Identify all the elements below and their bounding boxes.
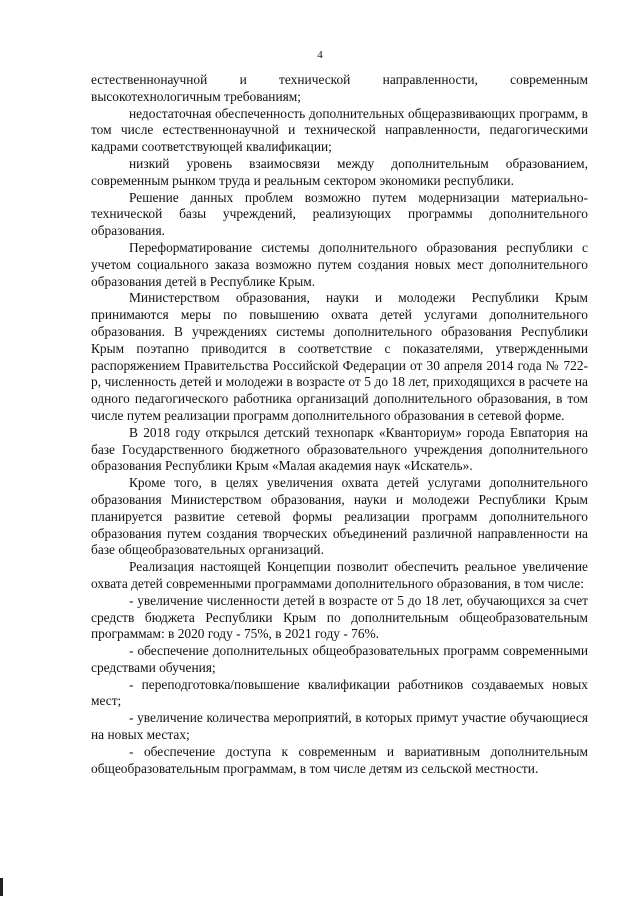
- list-item: - увеличение численности детей в возрасте от 5 до 18 лет, обучающихся за счет средств бюджета Республики Крым по дополнительным общеобразовательным программам: в 2020 году - 75%, в 2021 году - 76%.: [91, 592, 588, 642]
- list-item: - переподготовка/повышение квалификации работников создаваемых новых мест;: [91, 676, 588, 709]
- paragraph: Кроме того, в целях увеличения охвата детей услугами дополнительного образования Министерством образования, науки и молодежи Республики Крым планируется развитие сетевой формы реализации программ дополнительного образования путем создания творческих объединений различной направленности на базе общеобразовательных организаций.: [91, 475, 588, 558]
- document-body: [91, 72, 588, 777]
- list-item: - обеспечение дополнительных общеобразовательных программ современными средствами обучения;: [91, 643, 588, 675]
- scan-edge-mark: [0, 878, 3, 896]
- list-item: - обеспечение доступа к современным и вариативным дополнительным общеобразовательным программам, в том числе детям из сельской местности.: [91, 743, 588, 776]
- paragraph: Реализация настоящей Концепции позволит обеспечить реальное увеличение охвата детей современными программами дополнительного образования, в том числе:: [91, 559, 588, 591]
- paragraph: Решение данных проблем возможно путем модернизации материально-технической базы учреждений, реализующих программы дополнительного образования.: [91, 189, 588, 239]
- page-number: 4: [317, 49, 323, 61]
- paragraph: Переформатирование системы дополнительного образования республики с учетом социального заказа возможно путем создания новых мест дополнительного образования детей в Республике Крым.: [91, 239, 588, 289]
- paragraph: Министерством образования, науки и молодежи Республики Крым принимаются меры по повышению охвата детей услугами дополнительного образования. В учреждениях системы дополнительного образования Республики Крым поэтапно приводится в соответствие с показателями, утвержденными распоряжением Правительства Российской Федерации от 30 апреля 2014 года № 722-р, численность детей и молодежи в возрасте от 5 до 18 лет, приходящихся в расчете на одного педагогического работника организаций дополнительного образования, в том числе путем реализации программ дополнительного образования в сетевой форме.: [91, 290, 588, 423]
- paragraph: В 2018 году открылся детский технопарк «Кванториум» города Евпатория на базе Государственного бюджетного образовательного учреждения дополнительного образования Республики Крым «Малая академия наук «Искатель».: [91, 424, 588, 474]
- paragraph: естественнонаучной и технической направленности, современным высокотехнологичным требованиям;: [91, 72, 588, 104]
- list-item: - увеличение количества мероприятий, в которых примут участие обучающиеся на новых местах;: [91, 710, 588, 743]
- paragraph: недостаточная обеспеченность дополнительных общеразвивающих программ, в том числе естественнонаучной и технической направленности, педагогическими кадрами соответствующей квалификации;: [91, 105, 588, 155]
- paragraph: низкий уровень взаимосвязи между дополнительным образованием, современным рынком труда и реальным сектором экономики республики.: [91, 155, 588, 188]
